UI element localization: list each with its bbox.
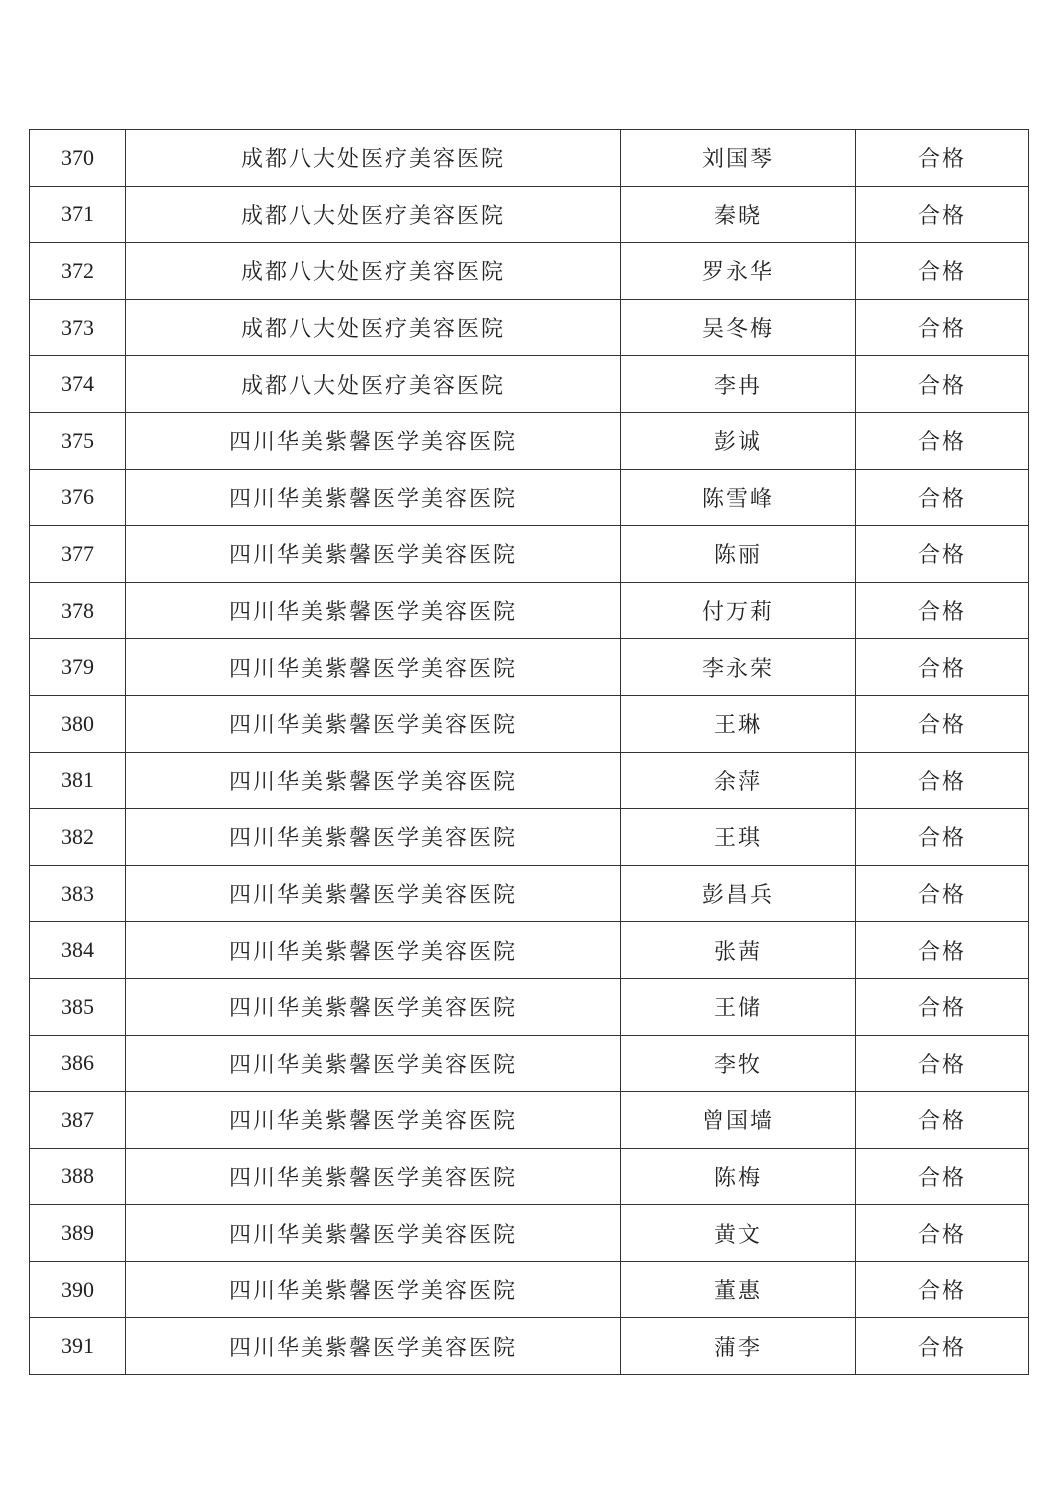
- person-name-cell: 曾国墙: [621, 1092, 856, 1149]
- person-name-cell: 罗永华: [621, 243, 856, 300]
- organization-cell: 四川华美紫馨医学美容医院: [126, 1035, 621, 1092]
- person-name-cell: 余萍: [621, 752, 856, 809]
- row-number-cell: 384: [30, 922, 126, 979]
- organization-cell: 四川华美紫馨医学美容医院: [126, 809, 621, 866]
- row-number-cell: 386: [30, 1035, 126, 1092]
- result-cell: 合格: [856, 1205, 1029, 1262]
- person-name-cell: 彭诚: [621, 412, 856, 469]
- table-row: [30, 186, 1029, 243]
- organization-cell: 四川华美紫馨医学美容医院: [126, 752, 621, 809]
- row-number-cell: 389: [30, 1205, 126, 1262]
- person-name-cell: 刘国琴: [621, 130, 856, 187]
- result-cell: 合格: [856, 469, 1029, 526]
- result-cell: 合格: [856, 1092, 1029, 1149]
- organization-cell: 四川华美紫馨医学美容医院: [126, 469, 621, 526]
- organization-cell: 四川华美紫馨医学美容医院: [126, 1261, 621, 1318]
- row-number-cell: 380: [30, 695, 126, 752]
- row-number-cell: 370: [30, 130, 126, 187]
- organization-cell: 四川华美紫馨医学美容医院: [126, 922, 621, 979]
- row-number-cell: 388: [30, 1148, 126, 1205]
- organization-cell: 四川华美紫馨医学美容医院: [126, 582, 621, 639]
- person-name-cell: 陈丽: [621, 526, 856, 583]
- person-name-cell: 张茜: [621, 922, 856, 979]
- result-cell: 合格: [856, 865, 1029, 922]
- results-table: [29, 129, 1029, 1375]
- person-name-cell: 王储: [621, 978, 856, 1035]
- row-number-cell: 375: [30, 412, 126, 469]
- result-cell: 合格: [856, 412, 1029, 469]
- table-row: [30, 526, 1029, 583]
- organization-cell: 成都八大处医疗美容医院: [126, 130, 621, 187]
- row-number-cell: 378: [30, 582, 126, 639]
- person-name-cell: 付万莉: [621, 582, 856, 639]
- table-row: [30, 582, 1029, 639]
- result-cell: 合格: [856, 978, 1029, 1035]
- organization-cell: 成都八大处医疗美容医院: [126, 186, 621, 243]
- table-row: [30, 865, 1029, 922]
- person-name-cell: 王琳: [621, 695, 856, 752]
- person-name-cell: 陈梅: [621, 1148, 856, 1205]
- table-row: [30, 978, 1029, 1035]
- person-name-cell: 吴冬梅: [621, 299, 856, 356]
- result-cell: 合格: [856, 1318, 1029, 1375]
- row-number-cell: 383: [30, 865, 126, 922]
- row-number-cell: 387: [30, 1092, 126, 1149]
- table-row: [30, 1148, 1029, 1205]
- organization-cell: 四川华美紫馨医学美容医院: [126, 1092, 621, 1149]
- row-number-cell: 385: [30, 978, 126, 1035]
- table-row: [30, 1035, 1029, 1092]
- organization-cell: 四川华美紫馨医学美容医院: [126, 1318, 621, 1375]
- person-name-cell: 李冉: [621, 356, 856, 413]
- result-cell: 合格: [856, 922, 1029, 979]
- row-number-cell: 376: [30, 469, 126, 526]
- organization-cell: 成都八大处医疗美容医院: [126, 299, 621, 356]
- table-row: [30, 469, 1029, 526]
- person-name-cell: 秦晓: [621, 186, 856, 243]
- organization-cell: 成都八大处医疗美容医院: [126, 243, 621, 300]
- result-cell: 合格: [856, 526, 1029, 583]
- table-row: [30, 639, 1029, 696]
- person-name-cell: 董惠: [621, 1261, 856, 1318]
- row-number-cell: 371: [30, 186, 126, 243]
- table-row: [30, 130, 1029, 187]
- organization-cell: 四川华美紫馨医学美容医院: [126, 978, 621, 1035]
- result-cell: 合格: [856, 1035, 1029, 1092]
- row-number-cell: 374: [30, 356, 126, 413]
- table-row: [30, 752, 1029, 809]
- result-cell: 合格: [856, 695, 1029, 752]
- row-number-cell: 377: [30, 526, 126, 583]
- result-cell: 合格: [856, 582, 1029, 639]
- results-table-body: [30, 130, 1029, 1375]
- table-row: [30, 922, 1029, 979]
- table-row: [30, 1318, 1029, 1375]
- person-name-cell: 彭昌兵: [621, 865, 856, 922]
- result-cell: 合格: [856, 639, 1029, 696]
- organization-cell: 四川华美紫馨医学美容医院: [126, 412, 621, 469]
- organization-cell: 成都八大处医疗美容医院: [126, 356, 621, 413]
- organization-cell: 四川华美紫馨医学美容医院: [126, 865, 621, 922]
- result-cell: 合格: [856, 299, 1029, 356]
- organization-cell: 四川华美紫馨医学美容医院: [126, 1205, 621, 1262]
- row-number-cell: 373: [30, 299, 126, 356]
- row-number-cell: 381: [30, 752, 126, 809]
- table-row: [30, 243, 1029, 300]
- result-cell: 合格: [856, 243, 1029, 300]
- result-cell: 合格: [856, 1261, 1029, 1318]
- organization-cell: 四川华美紫馨医学美容医院: [126, 526, 621, 583]
- person-name-cell: 蒲李: [621, 1318, 856, 1375]
- person-name-cell: 王琪: [621, 809, 856, 866]
- person-name-cell: 李永荣: [621, 639, 856, 696]
- result-cell: 合格: [856, 1148, 1029, 1205]
- row-number-cell: 372: [30, 243, 126, 300]
- result-cell: 合格: [856, 356, 1029, 413]
- person-name-cell: 陈雪峰: [621, 469, 856, 526]
- organization-cell: 四川华美紫馨医学美容医院: [126, 639, 621, 696]
- row-number-cell: 382: [30, 809, 126, 866]
- table-row: [30, 299, 1029, 356]
- table-row: [30, 809, 1029, 866]
- result-cell: 合格: [856, 186, 1029, 243]
- result-cell: 合格: [856, 130, 1029, 187]
- organization-cell: 四川华美紫馨医学美容医院: [126, 695, 621, 752]
- table-row: [30, 1261, 1029, 1318]
- person-name-cell: 李牧: [621, 1035, 856, 1092]
- table-row: [30, 412, 1029, 469]
- table-row: [30, 695, 1029, 752]
- row-number-cell: 391: [30, 1318, 126, 1375]
- organization-cell: 四川华美紫馨医学美容医院: [126, 1148, 621, 1205]
- row-number-cell: 390: [30, 1261, 126, 1318]
- table-row: [30, 1205, 1029, 1262]
- table-row: [30, 356, 1029, 413]
- result-cell: 合格: [856, 809, 1029, 866]
- table-row: [30, 1092, 1029, 1149]
- person-name-cell: 黄文: [621, 1205, 856, 1262]
- row-number-cell: 379: [30, 639, 126, 696]
- result-cell: 合格: [856, 752, 1029, 809]
